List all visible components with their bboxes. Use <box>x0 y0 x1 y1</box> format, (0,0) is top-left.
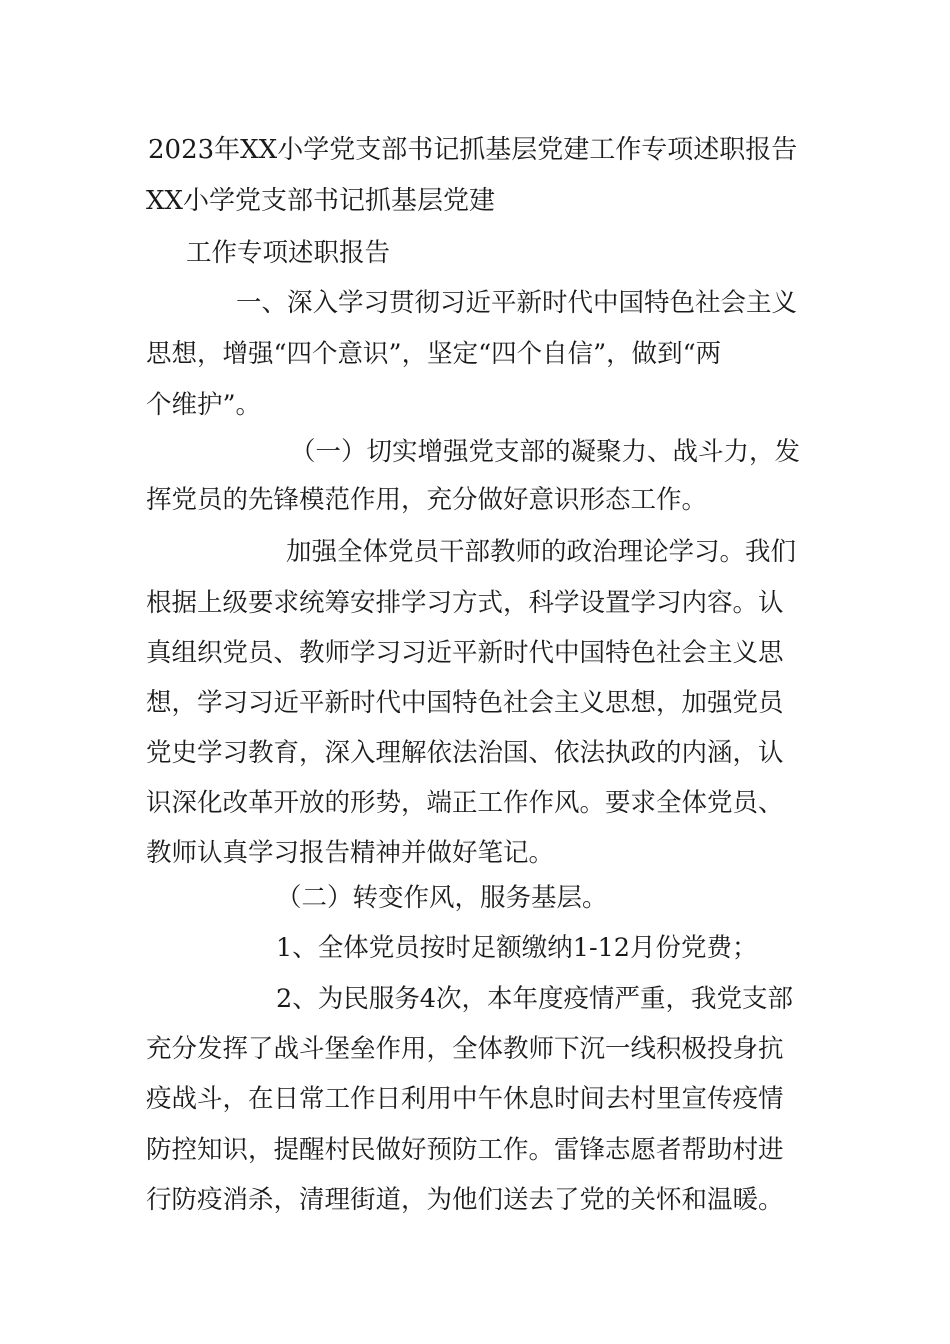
subsection-1-line-1: （一）切实增强党支部的凝聚力、战斗力，发 <box>290 437 801 467</box>
item-2-line-4: 防控知识，提醒村民做好预防工作。雷锋志愿者帮助村进 <box>146 1135 784 1165</box>
item-2-line-1: 2、为民服务4次，本年度疫情严重，我党支部 <box>276 984 793 1014</box>
document-title-line-2: XX小学党支部书记抓基层党建 <box>146 186 496 216</box>
item-2-line-3: 疫战斗，在日常工作日利用中午休息时间去村里宣传疫情 <box>146 1084 784 1114</box>
item-2-line-2: 充分发挥了战斗堡垒作用，全体教师下沉一线积极投身抗 <box>146 1034 784 1064</box>
item-1-line-1: 1、全体党员按时足额缴纳1-12月份党费； <box>276 933 758 963</box>
paragraph-1-line-7: 教师认真学习报告精神并做好笔记。 <box>146 838 555 868</box>
subsection-2-line-1: （二）转变作风，服务基层。 <box>276 883 608 913</box>
paragraph-1-line-3: 真组织党员、教师学习习近平新时代中国特色社会主义思 <box>146 638 784 668</box>
subsection-1-line-2: 挥党员的先锋模范作用，充分做好意识形态工作。 <box>146 485 708 515</box>
paragraph-1-line-6: 识深化改革开放的形势，端正工作作风。要求全体党员、 <box>146 788 784 818</box>
section-1-line-2: 思想，增强“四个意识”，坚定“四个自信”，做到“两 <box>146 339 722 369</box>
paragraph-1-line-2: 根据上级要求统筹安排学习方式，科学设置学习内容。认 <box>146 588 784 618</box>
document-title-line-3: 工作专项述职报告 <box>186 238 391 268</box>
paragraph-1-line-1: 加强全体党员干部教师的政治理论学习。我们 <box>286 537 797 567</box>
paragraph-1-line-4: 想，学习习近平新时代中国特色社会主义思想，加强党员 <box>146 688 784 718</box>
section-1-line-3: 个维护”。 <box>146 390 262 420</box>
section-1-line-1: 一、深入学习贯彻习近平新时代中国特色社会主义 <box>236 288 798 318</box>
item-2-line-5: 行防疫消杀，清理街道，为他们送去了党的关怀和温暖。 <box>146 1185 784 1215</box>
paragraph-1-line-5: 党史学习教育，深入理解依法治国、依法执政的内涵，认 <box>146 738 784 768</box>
document-title-line-1: 2023年XX小学党支部书记抓基层党建工作专项述职报告 <box>148 135 798 165</box>
